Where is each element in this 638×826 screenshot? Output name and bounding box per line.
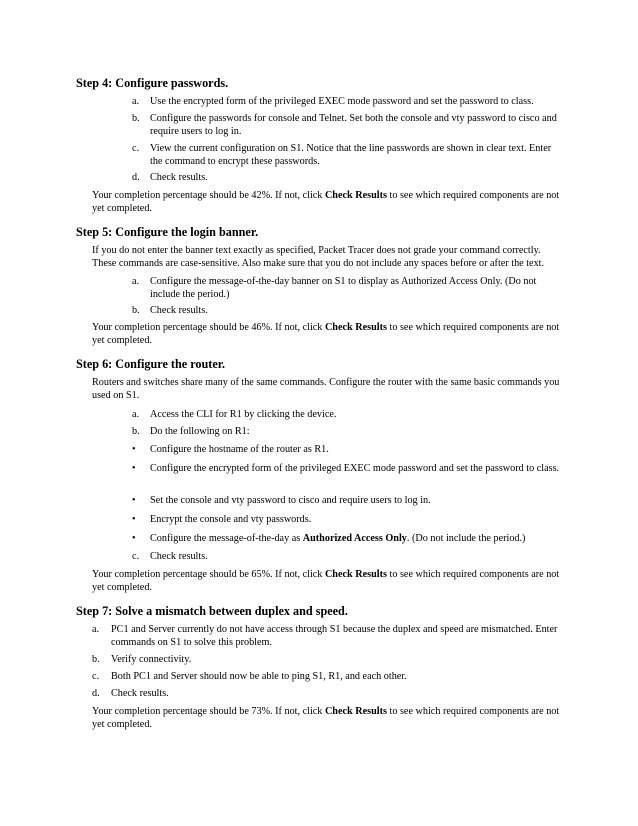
list-item: c. View the current configuration on S1. Notice that the line passwords are shown in clear text. Enter the command to encrypt these passwords. — [132, 143, 552, 167]
check-results-label: Check Results — [324, 190, 387, 201]
list-item: b. Configure the passwords for console and Telnet. Set both the console and vty password to cisco and require users to log in. — [132, 113, 557, 137]
list-item: b. Check results. — [132, 305, 208, 316]
bullet-item: • Set the console and vty password to cisco and require users to log in. — [132, 495, 431, 506]
step7-heading: Step 7: Solve a mismatch between duplex and speed. — [76, 604, 348, 618]
bullet-item: • Configure the encrypted form of the privileged EXEC mode password and set the password to class. — [132, 463, 560, 474]
step5-intro: If you do not enter the banner text exactly as specified, Packet Tracer does not grade your command correctly. These commands are case-sensitive. Also make sure that you do not include any spaces before or after the text. — [92, 245, 545, 269]
check-results-label: Check Results — [324, 706, 387, 717]
list-item: b. Verify connectivity. — [92, 654, 192, 665]
list-item: d. Check results. — [132, 172, 208, 183]
completion-note: Your completion percentage should be 65%. If not, click Check Results to see which required components are not yet completed. — [92, 569, 560, 593]
list-item: c. Both PC1 and Server should now be able to ping S1, R1, and each other. — [92, 671, 407, 682]
bullet-item: • Encrypt the console and vty passwords. — [132, 514, 312, 525]
check-results-label: Check Results — [324, 569, 387, 580]
step4-heading: Step 4: Configure passwords. — [76, 76, 229, 90]
list-item: a. PC1 and Server currently do not have access through S1 because the duplex and speed are mismatched. Enter commands on S1 to solve this problem. — [92, 624, 558, 648]
list-item: a. Use the encrypted form of the privileged EXEC mode password and set the password to class. — [132, 96, 534, 107]
bullet-item: • Configure the hostname of the router as R1. — [132, 444, 329, 455]
completion-note: Your completion percentage should be 46%. If not, click Check Results to see which required components are not yet completed. — [92, 322, 560, 346]
step6-intro: Routers and switches share many of the same commands. Configure the router with the same basic commands you used on S1. — [92, 377, 560, 401]
step6-heading: Step 6: Configure the router. — [76, 357, 226, 371]
list-item: a. Configure the message-of-the-day banner on S1 to display as Authorized Access Only. (Do not include the period.) — [132, 276, 537, 300]
bullet-item: • Configure the message-of-the-day as Authorized Access Only. (Do not include the period.) — [132, 533, 526, 544]
completion-note: Your completion percentage should be 73%. If not, click Check Results to see which required components are not yet completed. — [92, 706, 560, 730]
list-item: d. Check results. — [92, 688, 169, 699]
completion-note: Your completion percentage should be 42%. If not, click Check Results to see which required components are not yet completed. — [92, 190, 560, 214]
list-item: a. Access the CLI for R1 by clicking the device. — [132, 409, 337, 420]
list-item: c. Check results. — [132, 551, 208, 562]
list-item: b. Do the following on R1: — [132, 426, 250, 437]
check-results-label: Check Results — [324, 322, 387, 333]
step5-heading: Step 5: Configure the login banner. — [76, 225, 259, 239]
